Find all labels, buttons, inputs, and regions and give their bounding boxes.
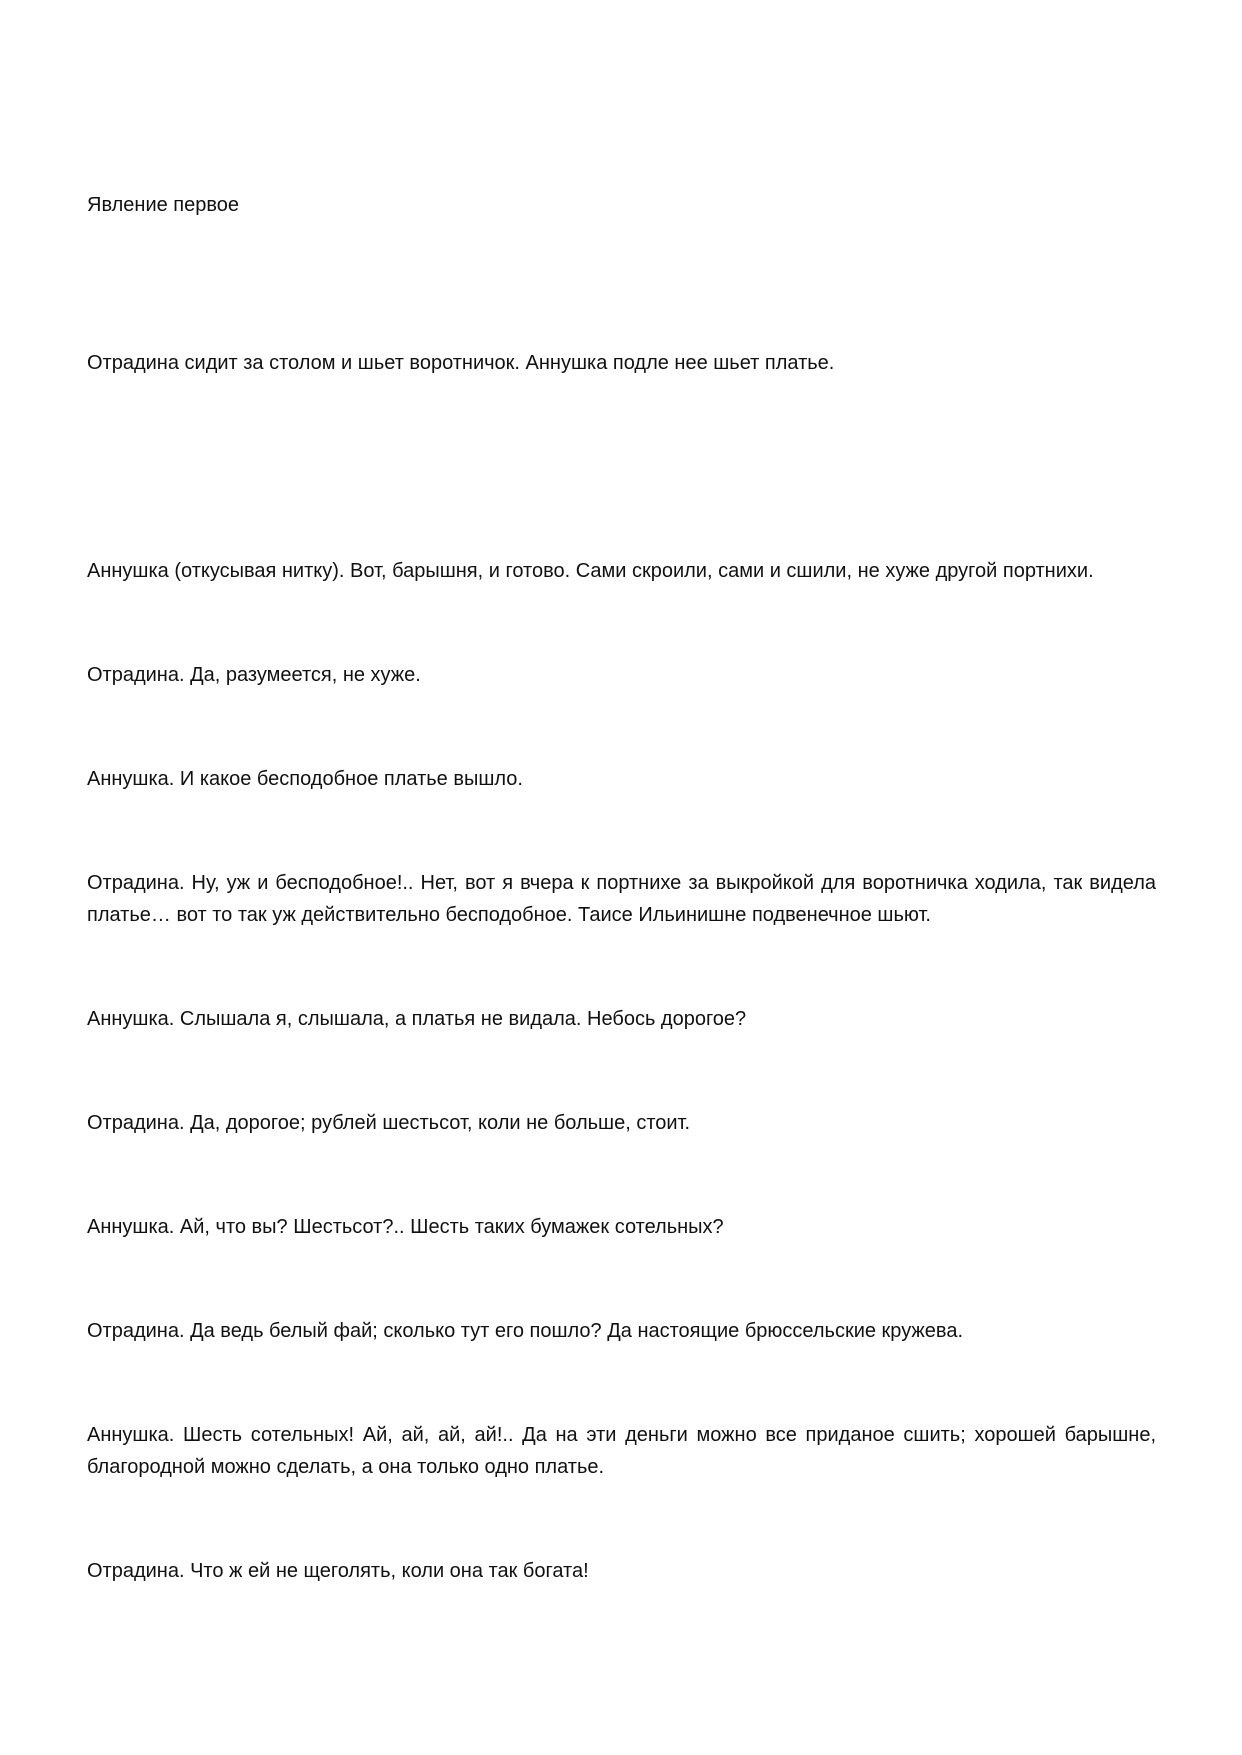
dialogue-line: Отрадина. Ну, уж и бесподобное!.. Нет, вот я вчера к портнихе за выкройкой для воротничка ходила, так видела платье… вот то так уж действительно бесподобное. Таисе Ильинишне подвенечное шьют. [87, 872, 1156, 926]
dialogue-line: Отрадина. Да, разумеется, не хуже. [87, 664, 421, 686]
stage-direction: Отрадина сидит за столом и шьет воротничок. Аннушка подле нее шьет платье. [87, 352, 835, 374]
scene-heading: Явление первое [87, 194, 240, 216]
dialogue-line: Отрадина. Да, дорогое; рублей шестьсот, коли не больше, стоит. [87, 1112, 691, 1134]
dialogue-line: Аннушка. Слышала я, слышала, а платья не видала. Небось дорогое? [87, 1008, 747, 1030]
dialogue-line: Аннушка. Шесть сотельных! Ай, ай, ай, ай!.. Да на эти деньги можно все приданое сшить; хорошей барышне, благородной можно сделать, а она только одно платье. [87, 1424, 1156, 1478]
dialogue-line: Отрадина. Что ж ей не щеголять, коли она так богата! [87, 1560, 589, 1582]
dialogue-line: Аннушка. Ай, что вы? Шестьсот?.. Шесть таких бумажек сотельных? [87, 1216, 724, 1238]
dialogue-line: Аннушка. И какое бесподобное платье вышло. [87, 768, 523, 790]
dialogue-line: Аннушка (откусывая нитку). Вот, барышня, и готово. Сами скроили, сами и сшили, не хуже другой портнихи. [87, 560, 1094, 582]
dialogue-line: Отрадина. Да ведь белый фай; сколько тут его пошло? Да настоящие брюссельские кружева. [87, 1320, 963, 1342]
